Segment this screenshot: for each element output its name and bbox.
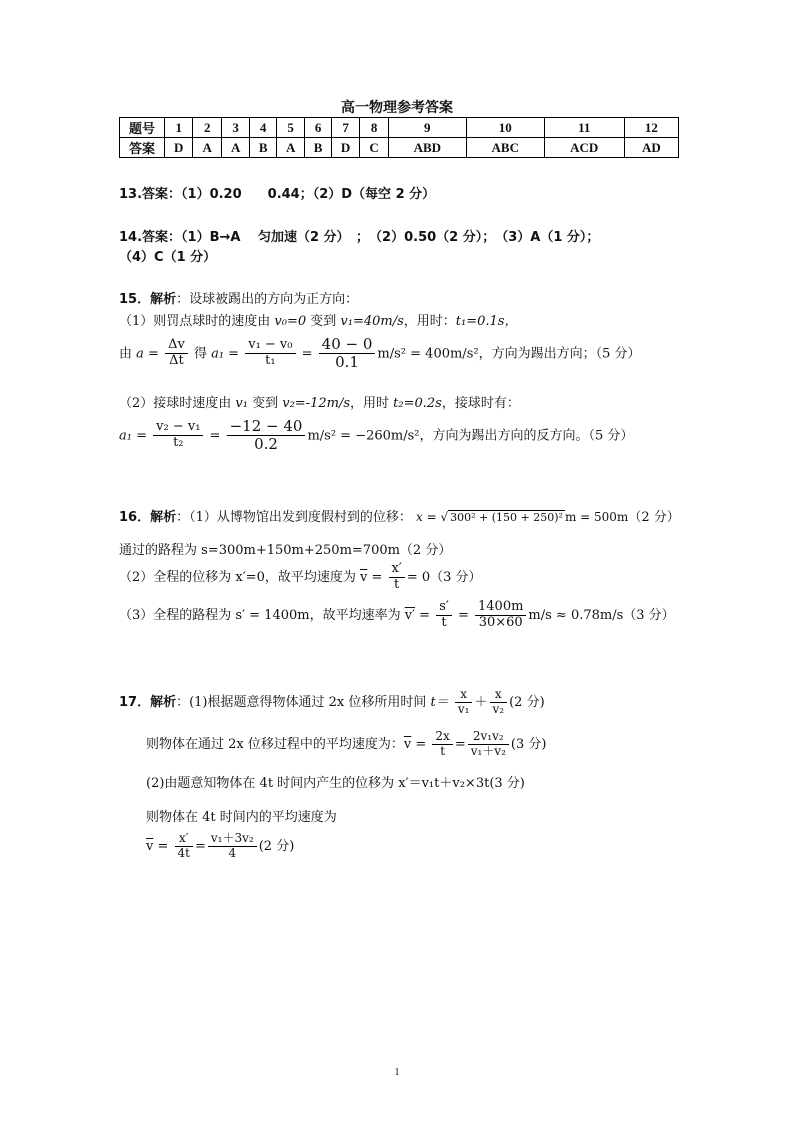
q17-fraction-x-4t [175,832,193,861]
q17-fraction-2x-t [432,730,452,759]
q16-fraction-s-t [436,600,452,631]
q17-symbol-v: $\overline{v}$ [146,838,154,854]
fraction-denominator: 0.2 [254,435,278,454]
q17-label: 17．解析 [119,694,177,710]
q16-radicand: 300² + (150 + 250)² [450,511,563,524]
q15-symbol-a1: a₁ [119,428,132,444]
fraction-numerator: 40 − 0 [319,336,376,354]
q16-text: （3）全程的路程为 s′ = 1400m，故平均速率为 [119,607,405,623]
table-cell: 2 [193,118,221,138]
fraction-denominator: v₁＋v₂ [470,743,506,758]
table-header-label: 题号 [120,118,165,138]
q15-fraction-v2 [153,420,203,451]
fraction-denominator: t [394,576,400,592]
fraction-numerator: x′ [175,832,193,847]
q16-fraction-values [475,600,526,631]
fraction-denominator: Δt [169,353,184,369]
q17-fraction-result [468,730,509,759]
fraction-numerator: Δv [165,338,188,354]
q16-fraction-x-t [389,562,405,593]
fraction-denominator: t₂ [173,435,184,451]
q15-line2 [119,310,517,329]
answer-table [119,117,679,158]
table-cell: D [165,138,193,158]
q16-text: （3 分） [623,607,675,623]
q16-symbol-x: x [416,510,423,524]
table-row-answers [120,138,679,158]
q16-text: （2）全程的位移为 x′=0，故平均速度为 [119,569,360,585]
q16-result: m/s ≈ 0.78m/s [528,607,624,623]
q15-v1: v₁=40m/s [340,314,404,329]
q15-t1: t₁=0.1s， [455,314,518,329]
q17-line5: $\overline{v}$ = $\frac{x'}{4t}$ = $\frac{\text{v₁＋3v₂}}{4}$ (2 分) [146,831,295,860]
q13-answer: 13.答案：（1）0.20 0.44；（2）D（每空 2 分） [119,187,436,202]
q15-fraction-dv-dt [165,338,188,369]
q16-text: （2 分） [628,510,680,525]
q15-intro: ：设球被踢出的方向为正方向： [176,292,359,307]
q17-symbol-v: $\overline{v}$ [403,736,412,752]
q17-fraction-x-v1 [455,688,473,717]
table-cell: D [331,138,359,158]
q16-result: = 0 [406,569,431,585]
fraction-denominator: 30×60 [478,614,523,630]
q14-answer-line1: 14.答案：（1）B→A 匀加速（2 分） ； （2）0.50（2 分）； （3）A（1 分）； [119,230,600,245]
q15-v2: v₂=-12m/s [282,396,350,411]
q15-v0: v₀=0 [274,314,307,329]
q15-text: ，用时 [350,396,394,411]
table-cell: B [250,138,277,158]
q15-line1 [119,288,358,307]
q15-text: ，接球时有： [441,396,520,411]
q17-text: (2 分) [258,838,295,854]
table-cell: 3 [221,118,249,138]
q15-text: （2）接球时速度由 [119,396,236,411]
fraction-numerator: v₁ − v₀ [245,338,295,354]
q17-line1 [119,688,545,717]
table-cell: C [360,138,388,158]
table-row-numbers [120,118,679,138]
table-cell: 5 [276,118,304,138]
fraction-numerator: x [455,688,473,703]
table-cell: 9 [388,118,466,138]
q16-line1: 16．解析：（1）从博物馆出发到度假村到的位移： x = √ 300² + (150 + 250)² m = 500m（2 分） [119,510,680,525]
table-cell: ABD [388,138,466,158]
q15-text: 得 [189,346,212,362]
page-title: 高一物理参考答案 [341,100,453,116]
table-cell: ABC [466,138,544,158]
fraction-numerator: x′ [389,562,405,578]
table-cell: 10 [466,118,544,138]
q15-fraction-values [319,336,376,372]
q16-result: m = 500m [564,510,629,524]
fraction-numerator: −12 − 40 [227,418,306,436]
fraction-numerator: s′ [436,600,452,616]
q17-fraction-avg [208,832,257,861]
fraction-denominator: 4t [177,845,190,860]
table-cell: B [305,138,332,158]
q17-fraction-x-v2 [490,688,508,717]
fraction-denominator: t [441,614,447,630]
q17-line4: 则物体在 4t 时间内的平均速度为 [146,810,337,825]
q15-text: 变到 [247,396,283,411]
q16-line2: 通过的路程为 s=300m+150m+250m=700m（2 分） [119,543,452,558]
fraction-denominator: t₁ [265,353,276,369]
fraction-denominator: v₁ [457,701,470,716]
q17-plus: ＋ [474,694,488,710]
q15-result: m/s² = 400m/s² [377,346,479,362]
q17-text: 则物体在通过 2x 位移过程中的平均速度为： [146,736,404,752]
fraction-numerator: 1400m [475,600,526,616]
q15-text: ，方向为踢出方向；（5 分） [478,346,641,362]
table-cell: 8 [360,118,388,138]
fraction-denominator: 0.1 [335,353,359,372]
page-number: 1 [394,1067,400,1078]
fraction-numerator: v₁＋3v₂ [208,832,257,847]
fraction-numerator: 2v₁v₂ [468,730,509,745]
q17-symbol-t: t＝ [430,694,449,710]
fraction-denominator: v₂ [492,701,505,716]
q16-symbol-v: $\overline{v}$ [359,569,368,585]
table-cell: 7 [331,118,359,138]
q15-line4 [119,392,520,411]
table-cell: A [193,138,221,158]
q15-line3: 由 a = $\frac{\Delta v}{\Delta t}$ 得 a₁ = $\frac{\text{v₁ − v₀}}{\text{t₁}}$ = $\frac{40 - 0}{0.1}$ m/s² = 400m/s²，方向为踢出方向；（5 分） [119,335,641,372]
q15-text: ，用时： [403,314,456,329]
table-cell: 1 [165,118,193,138]
q14-answer-line2: （4）C（1 分） [119,250,217,265]
q15-fraction-values2 [227,418,306,454]
q15-text: （1）则罚点球时的速度由 [119,314,275,329]
q15-result: m/s² = −260m/s² [307,428,420,444]
q17-line2: 则物体在通过 2x 位移过程中的平均速度为：$\overline{v}$ = $\frac{2x}{t}$ = $\frac{\text{2v₁v₂}}{\text{v₁＋v₂}}$ (3 分) [146,729,547,758]
q17-text: ：(1)根据题意得物体通过 2x 位移所用时间 [176,694,431,710]
q16-symbol-v: v′ [404,607,416,623]
q15-symbol-a1: a₁ [211,346,225,362]
q15-fraction-v [245,338,295,369]
q15-symbol-a: a [136,346,144,362]
q15-t2: t₂=0.2s [393,396,442,411]
table-cell: A [221,138,249,158]
fraction-numerator: v₂ − v₁ [153,420,203,436]
q16-line4: （3）全程的路程为 s′ = 1400m，故平均速率为 v′ = $\frac{s'}{t}$ = $\frac{1400m}{30\times 60}$ m/s ≈ 0.78m/s（3 分） [119,599,675,630]
q17-line3: (2)由题意知物体在 4t 时间内产生的位移为 x′＝v₁t＋v₂×3t(3 分) [146,776,525,791]
fraction-numerator: 2x [432,730,452,745]
q15-text: 变到 [306,314,341,329]
table-cell: ACD [544,138,624,158]
table-cell: AD [624,138,678,158]
q15-line5: a₁ = $\frac{\text{v₂ − v₁}}{\text{t₂}}$ = $\frac{-12 - 40}{0.2}$ m/s² = −260m/s²，方向为踢出方向的反方向。（5 分） [119,417,634,454]
table-cell: 4 [250,118,277,138]
table-cell: 12 [624,118,678,138]
table-answer-label: 答案 [120,138,165,158]
q16-label: 16．解析 [119,510,177,525]
fraction-denominator: 4 [228,845,237,860]
fraction-denominator: t [440,743,446,758]
q15-text: 由 [119,346,137,362]
table-cell: A [276,138,304,158]
table-cell: 6 [305,118,332,138]
q16-text: ：（1）从博物馆出发到度假村到的位移： [176,510,412,525]
q17-text: (3 分) [510,736,547,752]
table-cell: 11 [544,118,624,138]
q16-line3: （2）全程的位移为 x′=0，故平均速度为 $\overline{v}$ = $\frac{x'}{t}$ = 0（3 分） [119,561,482,592]
q15-label: 15．解析 [119,292,177,307]
q15-text: ，方向为踢出方向的反方向。（5 分） [419,428,634,444]
q16-text: （3 分） [430,569,482,585]
q17-text: (2 分) [509,694,545,710]
q15-v1: v₁ [235,396,248,411]
fraction-numerator: x [490,688,508,703]
